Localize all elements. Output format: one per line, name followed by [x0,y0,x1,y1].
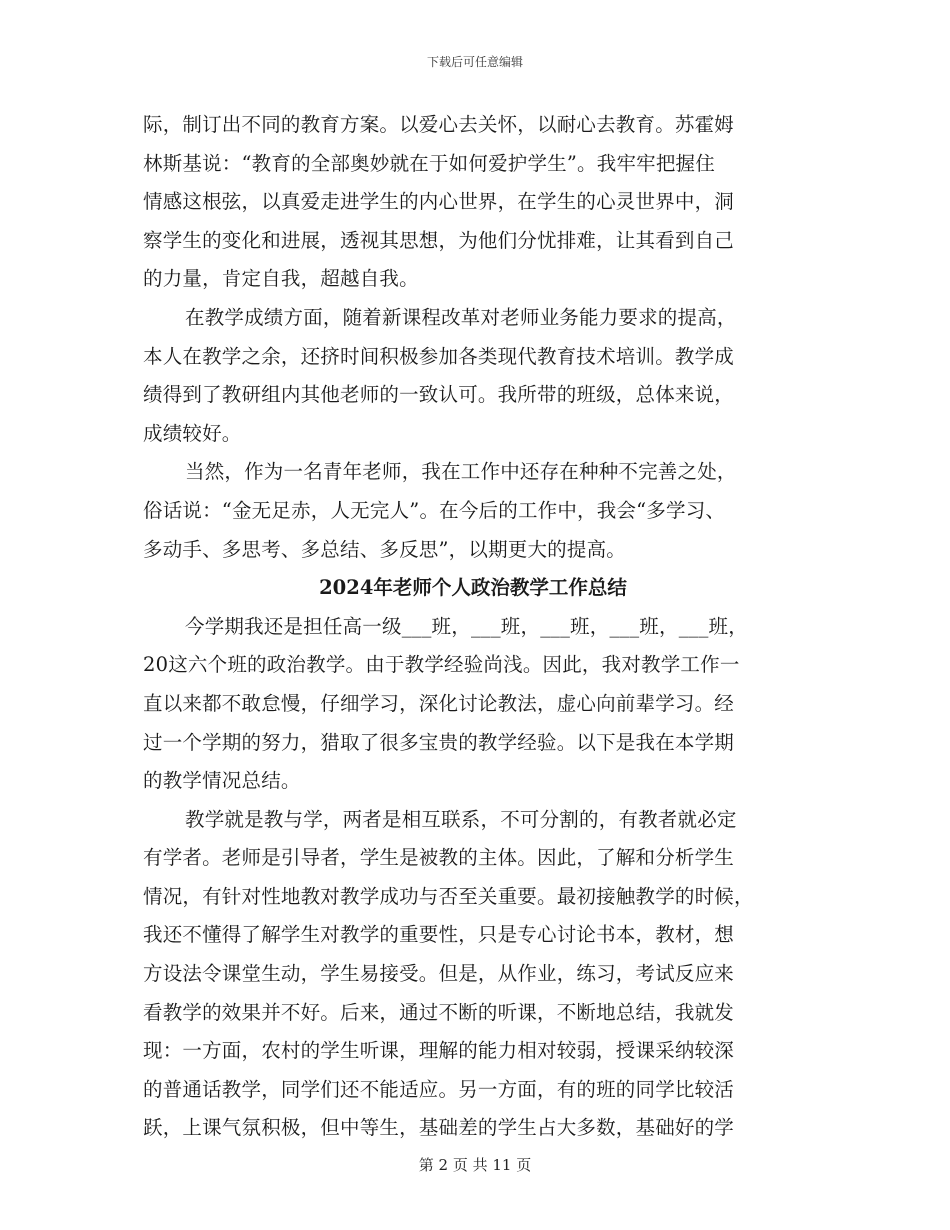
page-header: 下载后可任意编辑 [426,55,523,69]
text-line: 的普通话教学，同学们还不能适应。另一方面，有的班的同学比较活 [143,1077,735,1101]
text-line: 的教学情况总结。 [143,769,301,793]
text-line: 过一个学期的努力，猎取了很多宝贵的教学经验。以下是我在本学期 [143,730,735,754]
text-line: 情感这根弦，以真爱走进学生的内心世界，在学生的心灵世界中，洞 [143,190,735,214]
text-line: 本人在教学之余，还挤时间积极参加各类现代教育技术培训。教学成 [143,344,735,368]
text-line: 际，制订出不同的教育方案。以爱心去关怀，以耐心去教育。苏霍姆 [143,113,735,136]
text-line: 的力量，肯定自我，超越自我。 [143,267,419,291]
text-line: 林斯基说：“教育的全部奥妙就在于如何爱护学生”。我牢牢把握住 [143,151,715,175]
page-footer: 第 2 页 共 11 页 [418,1156,532,1174]
document-body [143,106,803,1148]
text-line: 情况，有针对性地教对教学成功与否至关重要。最初接触教学的时候， [143,884,754,908]
text-line: 20这六个班的政治教学。由于教学经验尚浅。因此，我对教学工作一 [143,653,740,677]
text-line: 当然，作为一名青年老师，我在工作中还存在种种不完善之处， [185,460,737,484]
text-line: 看教学的效果并不好。后来，通过不断的听课，不断地总结，我就发 [143,1000,735,1024]
text-line: 直以来都不敢怠慢，仔细学习，深化讨论教法，虚心向前辈学习。经 [143,691,735,715]
text-line: 现：一方面，农村的学生听课，理解的能力相对较弱，授课采纳较深 [143,1039,735,1063]
text-line: 我还不懂得了解学生对教学的重要性，只是专心讨论书本，教材，想 [143,923,735,947]
text-line: 教学就是教与学，两者是相互联系，不可分割的，有教者就必定 [185,807,737,831]
text-line: 多动手、多思考、多总结、多反思”，以期更大的提高。 [143,537,626,561]
text-line: 方设法令课堂生动，学生易接受。但是，从作业，练习，考试反应来 [143,962,735,986]
text-line: 在教学成绩方面，随着新课程改革对老师业务能力要求的提高， [185,305,737,329]
text-line: 成绩较好。 [143,421,242,445]
text-line: 今学期我还是担任高一级___班，___班，___班，___班，___班， [185,614,748,638]
text-line: 察学生的变化和进展，透视其思想，为他们分忧排难，让其看到自己 [143,228,735,252]
text-line: 有学者。老师是引导者，学生是被教的主体。因此，了解和分析学生 [143,846,735,870]
text-line: 跃，上课气氛积极，但中等生，基础差的学生占大多数，基础好的学 [143,1116,735,1140]
text-line: 俗话说：“金无足赤，人无完人”。在今后的工作中，我会“多学习、 [143,498,726,522]
section-heading: 2024年老师个人政治教学工作总结 [319,576,627,600]
text-line: 绩得到了教研组内其他老师的一致认可。我所带的班级，总体来说， [143,383,735,407]
